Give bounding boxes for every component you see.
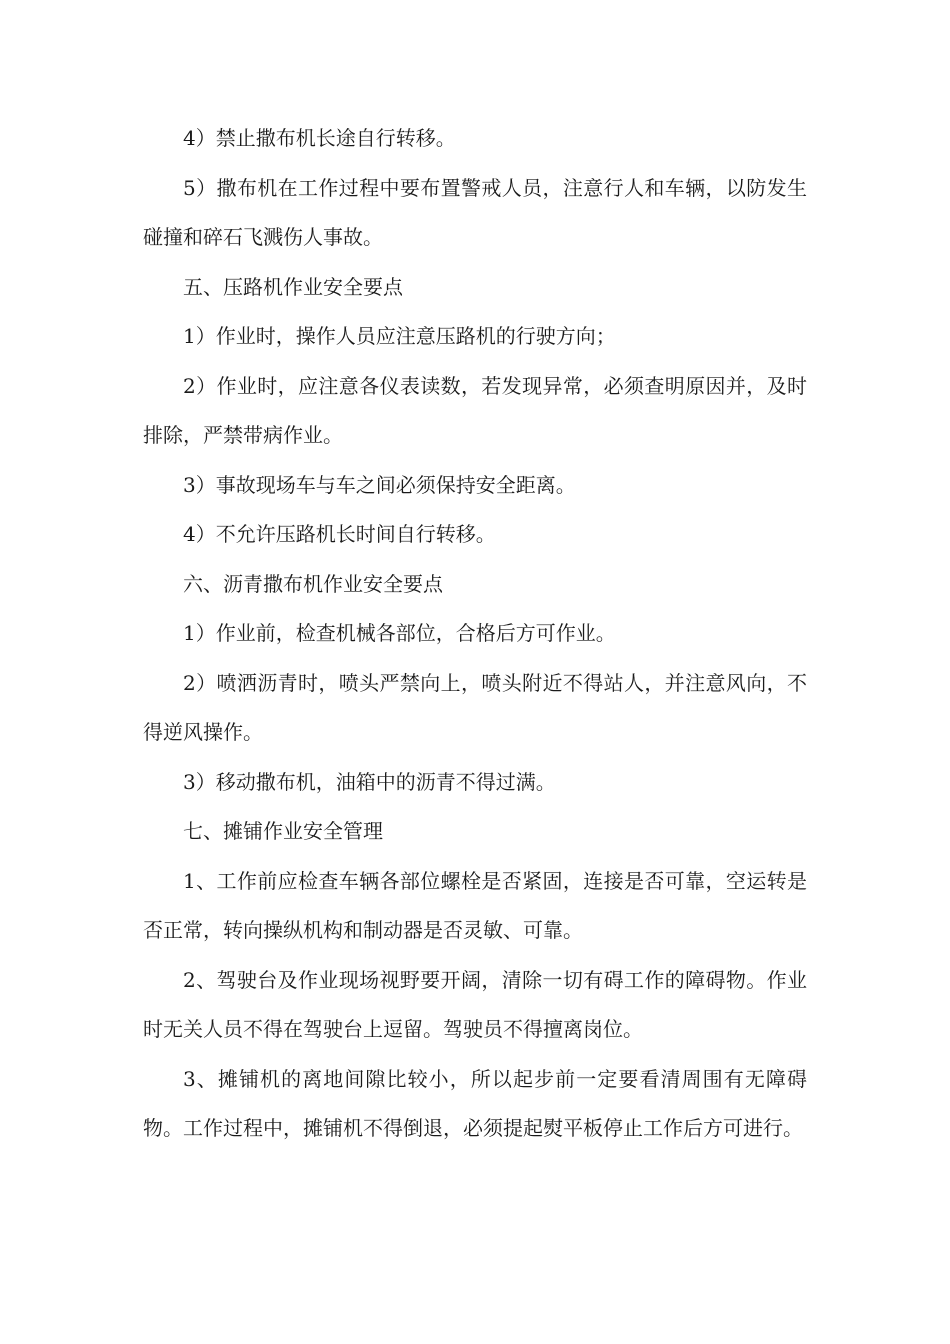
section-heading: 五、压路机作业安全要点 [183,274,403,299]
paragraph: 3）事故现场车与车之间必须保持安全距离。 [183,472,576,497]
section-heading: 七、摊铺作业安全管理 [183,819,383,843]
paragraph: 2）作业时，应注意各仪表读数，若发现异常，必须查明原因并，及时排除，严禁带病作业。 [143,373,807,447]
paragraph: 2、驾驶台及作业现场视野要开阔，清除一切有碍工作的障碍物。作业时无关人员不得在驾驶台上逗留。驾驶员不得擅离岗位。 [143,967,807,1041]
paragraph: 3、摊铺机的离地间隙比较小，所以起步前一定要看清周围有无障碍物。工作过程中，摊铺机不得倒退，必须提起熨平板停止工作后方可进行。 [143,1066,807,1140]
paragraph: 4）禁止撒布机长途自行转移。 [183,126,456,150]
paragraph: 1）作业前，检查机械各部位，合格后方可作业。 [183,621,616,645]
paragraph: 2）喷洒沥青时，喷头严禁向上，喷头附近不得站人，并注意风向，不得逆风操作。 [143,670,807,744]
section-heading: 六、沥青撒布机作业安全要点 [183,571,443,596]
paragraph: 3）移动撒布机，油箱中的沥青不得过满。 [183,769,556,794]
paragraph: 5）撒布机在工作过程中要布置警戒人员，注意行人和车辆，以防发生碰撞和碎石飞溅伤人事故。 [143,175,807,249]
paragraph: 4）不允许压路机长时间自行转移。 [183,522,496,546]
paragraph: 1、工作前应检查车辆各部位螺栓是否紧固，连接是否可靠，空运转是否正常，转向操纵机构和制动器是否灵敏、可靠。 [143,868,807,942]
paragraph: 1）作业时，操作人员应注意压路机的行驶方向； [183,324,616,348]
